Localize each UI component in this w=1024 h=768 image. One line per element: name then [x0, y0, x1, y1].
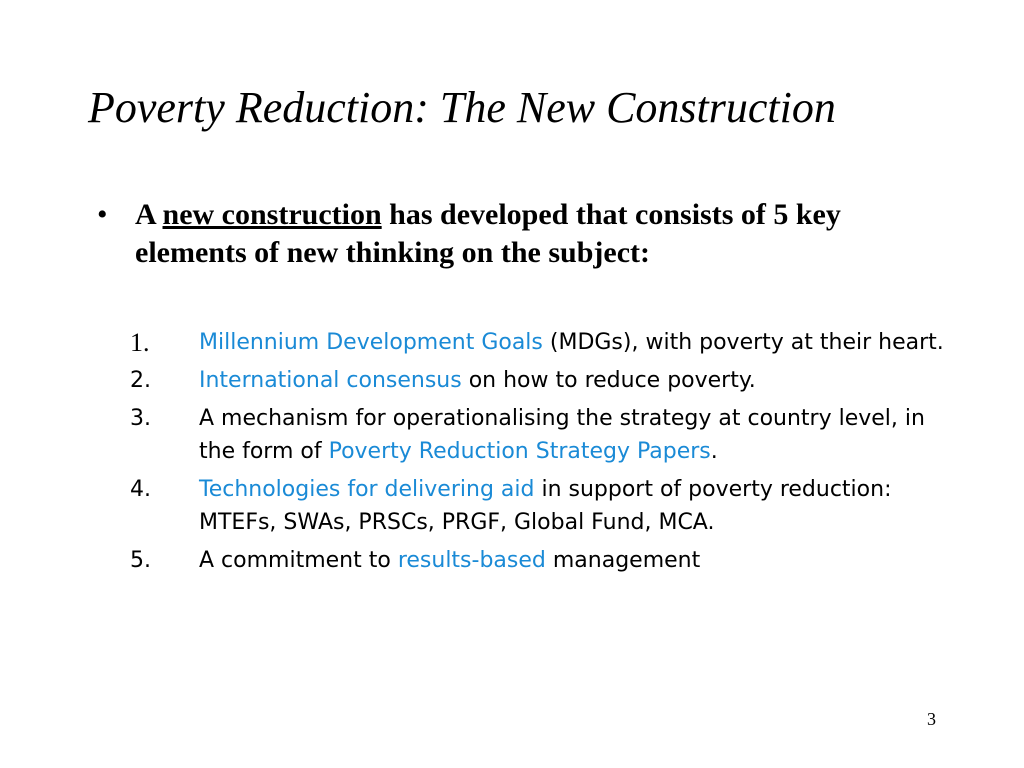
- slide-title: Poverty Reduction: The New Construction: [88, 83, 836, 132]
- bullet-marker: •: [97, 198, 108, 231]
- list-item-after: management: [545, 548, 701, 573]
- list-item-after: (MDGs), with poverty at their heart.: [542, 330, 944, 355]
- list-item-highlight: Millennium Development Goals: [199, 330, 543, 355]
- list-item-number: 5.: [130, 548, 151, 573]
- list-item: [130, 364, 950, 397]
- list-item: [130, 544, 950, 577]
- list-item-highlight: International consensus: [199, 368, 462, 393]
- bullet-suffix: has developed that consists of 5 key elements of new thinking on the subject:: [135, 198, 841, 269]
- list-item-text: [199, 544, 950, 577]
- bullet-prefix: A: [135, 198, 163, 231]
- list-item-highlight: Technologies for delivering aid: [199, 477, 535, 502]
- list-item-text: [199, 364, 950, 397]
- list-item-number: 2.: [130, 368, 151, 393]
- list-item-before: A commitment to: [199, 548, 398, 573]
- list-item-text: [199, 326, 950, 359]
- bullet-text: [135, 196, 957, 272]
- main-bullet: [97, 196, 957, 272]
- list-item-after: on how to reduce poverty.: [461, 368, 756, 393]
- numbered-list: [130, 326, 950, 582]
- list-item: [130, 402, 950, 468]
- list-item: [130, 473, 950, 539]
- list-item-number: 4.: [130, 477, 151, 502]
- list-item-number: 1.: [130, 328, 150, 357]
- list-item-after: in support of poverty reduction: MTEFs, SWAs, PRSCs, PRGF, Global Fund, MCA.: [199, 477, 892, 535]
- list-item-text: [199, 402, 950, 468]
- list-item-text: [199, 473, 950, 539]
- list-item-highlight: results-based: [397, 548, 546, 573]
- list-item-highlight: Poverty Reduction Strategy Papers: [328, 439, 711, 464]
- page-number: 3: [927, 709, 936, 729]
- list-item-after: .: [710, 439, 718, 464]
- list-item-before: A mechanism for operationalising the strategy at country level, in the form of: [199, 406, 925, 464]
- list-item: [130, 326, 950, 359]
- list-item-number: 3.: [130, 406, 151, 431]
- bullet-underlined-term: new construction: [162, 198, 382, 231]
